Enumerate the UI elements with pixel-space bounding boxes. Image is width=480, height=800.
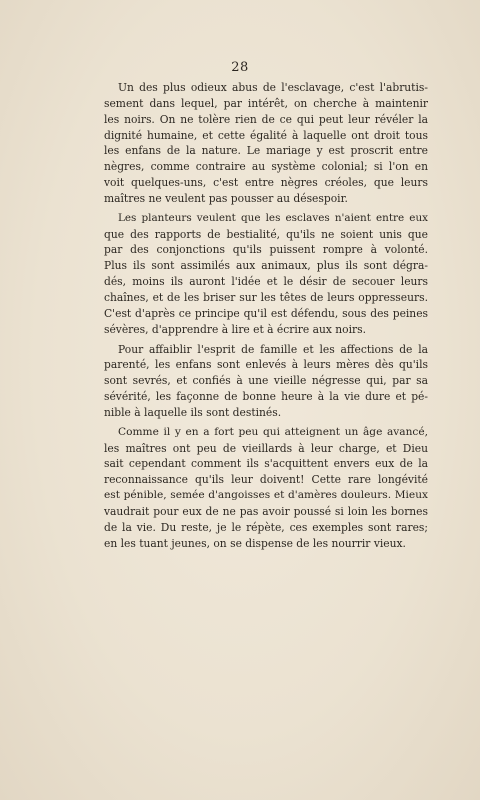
text-line: sévérité, les façonne de bonne heure à la vie dure et pé- [104, 390, 428, 404]
paragraph-4 [104, 425, 428, 552]
text-line: reconnaissance qu'ils leur doivent! Cette rare longévité [104, 473, 428, 487]
text-line: sévères, d'apprendre à lire et à écrire aux noirs. [104, 322, 367, 336]
text-line: Plus ils sont assimilés aux animaux, plus ils sont dégra- [104, 259, 428, 273]
text-line: C'est d'après ce principe qu'il est défendu, sous des peines [104, 306, 428, 320]
text-line: vaudrait pour eux de ne pas avoir poussé si loin les bornes [104, 504, 428, 518]
text-line: les enfans de la nature. Le mariage y est proscrit entre [104, 144, 428, 158]
text-line: par des conjonctions qu'ils puissent rompre à volonté. [104, 243, 428, 257]
text-line: chaînes, et de les briser sur les têtes de leurs oppresseurs. [104, 290, 428, 304]
text-line: sement dans lequel, par intérêt, on cherche à maintenir [104, 96, 428, 110]
text-line: parenté, les enfans sont enlevés à leurs mères dès qu'ils [104, 358, 428, 372]
body-text [104, 80, 428, 555]
text-line: dés, moins ils auront l'idée et le désir de secouer leurs [104, 275, 428, 289]
text-line: sait cependant comment ils s'acquittent envers eux de la [104, 457, 428, 471]
text-line: sont sevrés, et confiés à une vieille négresse qui, par sa [104, 374, 428, 388]
text-line: est pénible, semée d'angoisses et d'amères douleurs. Mieux [104, 489, 428, 502]
text-line: les maîtres ont peu de vieillards à leur charge, et Dieu [104, 441, 428, 455]
text-line: en les tuant jeunes, on se dispense de les nourrir vieux. [104, 536, 406, 550]
text-line: maîtres ne veulent pas pousser au désespoir. [104, 191, 348, 205]
paragraph-2 [104, 211, 428, 338]
text-line: Les planteurs veulent que les esclaves n'aient entre eux [118, 211, 428, 224]
text-line: les noirs. On ne tolère rien de ce qui peut leur révéler la [104, 112, 428, 126]
paragraph-3 [104, 342, 428, 421]
text-line: Un des plus odieux abus de l'esclavage, c'est l'abrutis- [118, 81, 428, 94]
page-number: 28 [231, 60, 249, 75]
paragraph-1 [104, 80, 428, 207]
text-line: nègres, comme contraire au système colonial; si l'on en [104, 160, 428, 174]
text-line: nible à laquelle ils sont destinés. [104, 405, 282, 419]
text-line: de la vie. Du reste, je le répète, ces exemples sont rares; [104, 520, 428, 534]
text-line: dignité humaine, et cette égalité à laquelle ont droit tous [104, 128, 428, 142]
text-line: Comme il y en a fort peu qui atteignent un âge avancé, [118, 425, 428, 438]
text-line: que des rapports de bestialité, qu'ils ne soient unis que [104, 227, 428, 241]
text-line: voit quelques-uns, c'est entre nègres créoles, que leurs [104, 176, 428, 190]
text-line: Pour affaiblir l'esprit de famille et les affections de la [118, 342, 428, 356]
